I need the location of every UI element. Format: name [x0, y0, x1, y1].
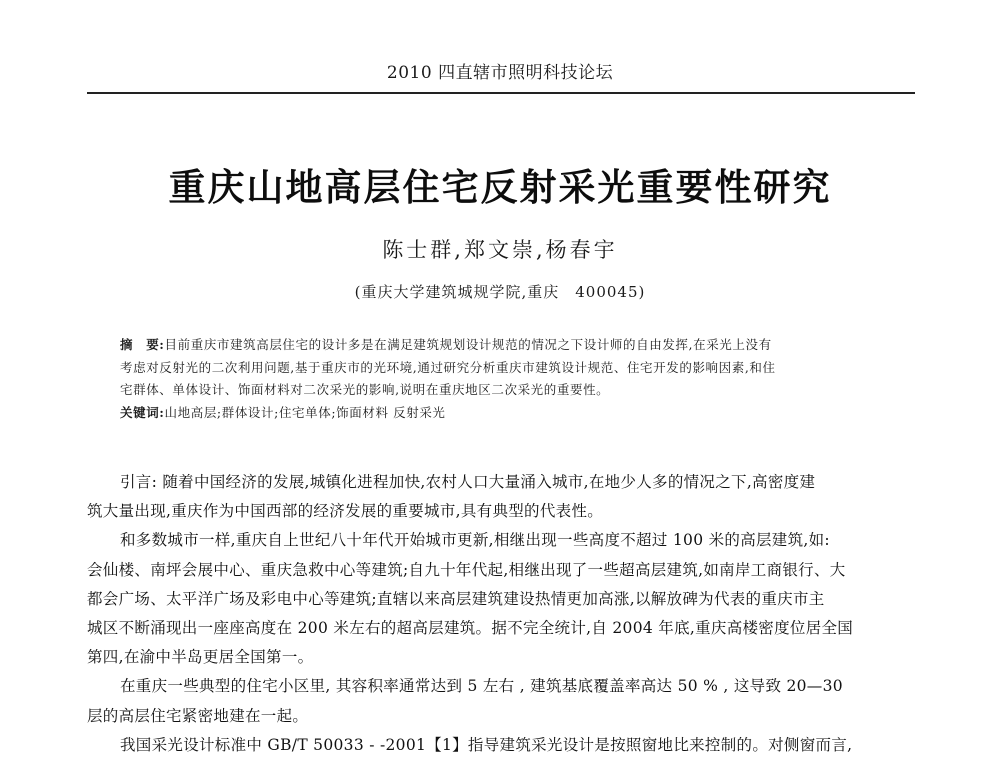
body-line: 都会广场、太平洋广场及彩电中心等建筑;直辖以来高层建筑建设热情更加高涨,以解放碑为代表的重庆市主 — [87, 589, 825, 608]
body-line: 会仙楼、南坪会展中心、重庆急救中心等建筑;自九十年代起,相继出现了一些超高层建筑,如南岸工商银行、大 — [87, 560, 846, 579]
body-line: 和多数城市一样,重庆自上世纪八十年代开始城市更新,相继出现一些高度不超过 100 米的高层建筑,如: — [120, 531, 830, 550]
abstract-block — [120, 334, 890, 424]
body-line: 层的高层住宅紧密地建在一起。 — [87, 706, 309, 725]
paper-title: 重庆山地高层住宅反射采光重要性研究 — [168, 166, 832, 209]
abstract-text: 目前重庆市建筑高层住宅的设计多是在满足建筑规划设计规范的情况之下设计师的自由发挥,在采光上没有 — [164, 337, 772, 352]
abstract-line: 宅群体、单体设计、饰面材料对二次采光的影响,说明在重庆地区二次采光的重要性。 — [120, 382, 610, 397]
abstract-line: 考虑对反射光的二次利用问题,基于重庆市的光环境,通过研究分析重庆市建筑设计规范、住宅开发的影响因素,和住 — [120, 359, 776, 375]
body-line: 在重庆一些典型的住宅小区里, 其容积率通常达到 5 左右 , 建筑基底覆盖率高达 50 % , 这导致 20—30 — [120, 677, 843, 696]
abstract-line — [120, 334, 890, 357]
header-rule — [87, 92, 915, 94]
keywords-label: 关键词: — [120, 404, 165, 420]
affiliation: (重庆大学建筑城规学院,重庆 400045) — [354, 283, 646, 301]
body-line: 筑大量出现,重庆作为中国西部的经济发展的重要城市,具有典型的代表性。 — [87, 502, 604, 521]
body-text — [87, 468, 917, 760]
body-line: 城区不断涌现出一座座高度在 200 米左右的超高层建筑。据不完全统计,自 2004 年底,重庆高楼密度位居全国 — [87, 619, 854, 638]
running-header: 2010 四直辖市照明科技论坛 — [386, 63, 614, 83]
body-line: 第四,在渝中半岛更居全国第一。 — [87, 648, 314, 667]
abstract-label: 摘 要: — [120, 337, 165, 352]
keywords-text: 山地高层;群体设计;住宅单体;饰面材料 反射采光 — [164, 404, 446, 420]
body-line: 引言: 随着中国经济的发展,城镇化进程加快,农村人口大量涌入城市,在地少人多的情况之下,高密度建 — [120, 473, 816, 491]
body-line: 我国采光设计标准中 GB/T 50033 - -2001【1】指导建筑采光设计是按照窗地比来控制的。对侧窗而言, — [120, 735, 853, 754]
keywords-line — [120, 402, 890, 425]
authors: 陈士群,郑文崇,杨春宇 — [382, 238, 618, 262]
